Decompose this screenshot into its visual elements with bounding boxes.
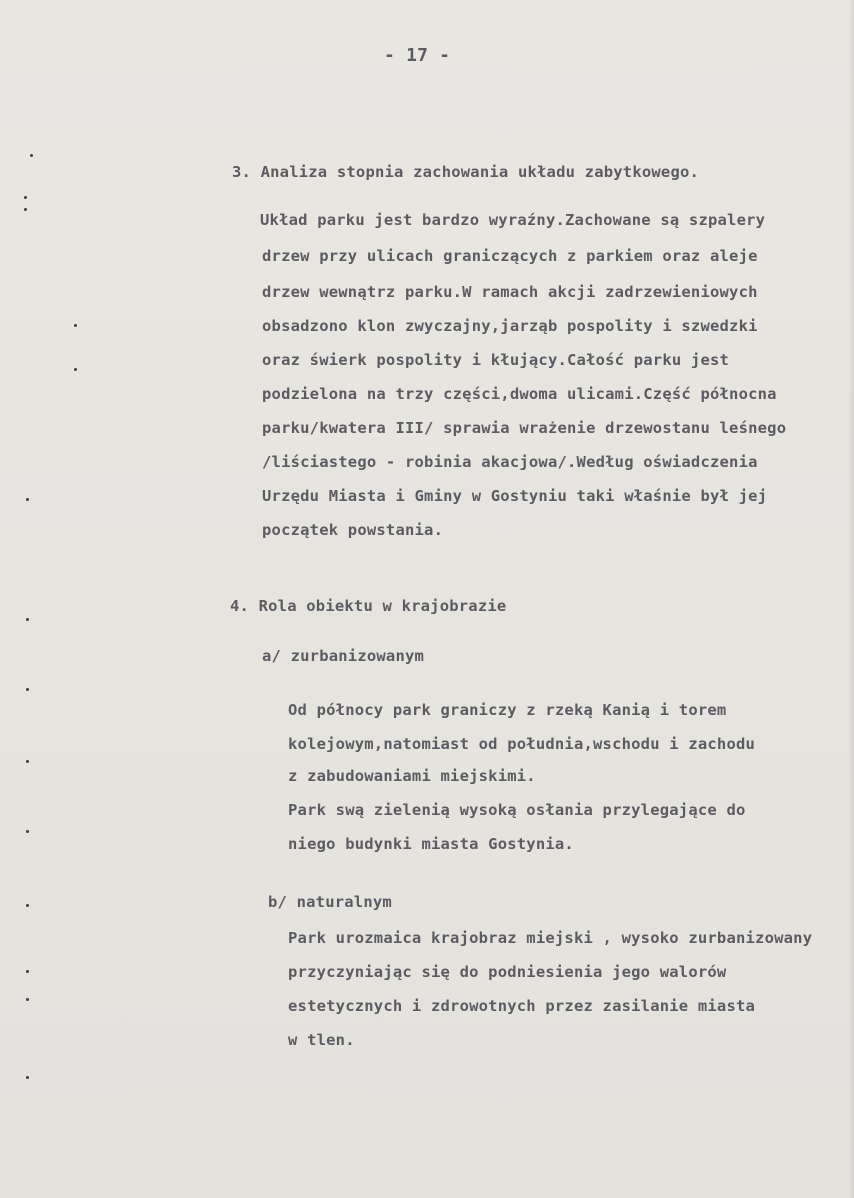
paragraph-line: Od północy park graniczy z rzeką Kanią i torem bbox=[288, 701, 727, 719]
paragraph-line: parku/kwatera III/ sprawia wrażenie drzewostanu leśnego bbox=[262, 419, 787, 437]
margin-mark bbox=[26, 970, 29, 973]
paragraph-line: przyczyniając się do podniesienia jego walorów bbox=[288, 963, 727, 981]
subsection-a-label: a/ zurbanizowanym bbox=[262, 647, 425, 665]
margin-mark bbox=[24, 196, 27, 199]
paragraph-line: drzew wewnątrz parku.W ramach akcji zadrzewieniowych bbox=[262, 283, 758, 301]
section-3-heading: 3. Analiza stopnia zachowania układu zabytkowego. bbox=[232, 163, 700, 181]
margin-mark bbox=[24, 208, 27, 211]
paragraph-line: Urzędu Miasta i Gminy w Gostyniu taki właśnie był jej bbox=[262, 487, 768, 505]
subsection-b-label: b/ naturalnym bbox=[268, 893, 392, 911]
margin-mark bbox=[26, 618, 29, 621]
paragraph-line: z zabudowaniami miejskimi. bbox=[288, 767, 536, 785]
paragraph-line: Park swą zielenią wysoką osłania przylegające do bbox=[288, 801, 746, 819]
section-4-heading: 4. Rola obiektu w krajobrazie bbox=[230, 597, 507, 615]
margin-mark bbox=[26, 688, 29, 691]
margin-mark bbox=[74, 368, 77, 371]
paragraph-line: w tlen. bbox=[288, 1031, 355, 1049]
margin-mark bbox=[30, 154, 33, 157]
paragraph-line: kolejowym,natomiast od południa,wschodu i zachodu bbox=[288, 735, 756, 753]
paragraph-line: początek powstania. bbox=[262, 521, 444, 539]
margin-mark bbox=[26, 830, 29, 833]
paragraph-line: oraz świerk pospolity i kłujący.Całość parku jest bbox=[262, 351, 730, 369]
paragraph-line: estetycznych i zdrowotnych przez zasilanie miasta bbox=[288, 997, 756, 1015]
margin-mark bbox=[26, 998, 29, 1001]
margin-mark bbox=[26, 498, 29, 501]
margin-mark bbox=[74, 324, 77, 327]
paragraph-line: /liściastego - robinia akacjowa/.Według oświadczenia bbox=[262, 453, 758, 471]
paragraph-line: Park urozmaica krajobraz miejski , wysoko zurbanizowany bbox=[288, 929, 813, 947]
margin-mark bbox=[26, 904, 29, 907]
paragraph-line: drzew przy ulicach graniczących z parkiem oraz aleje bbox=[262, 247, 758, 265]
page-number: - 17 - bbox=[384, 45, 451, 66]
paragraph-line: niego budynki miasta Gostynia. bbox=[288, 835, 574, 853]
paragraph-line: obsadzono klon zwyczajny,jarząb pospolity i szwedzki bbox=[262, 317, 758, 335]
margin-mark bbox=[26, 1076, 29, 1079]
paragraph-line: Układ parku jest bardzo wyraźny.Zachowane są szpalery bbox=[260, 211, 766, 229]
paragraph-line: podzielona na trzy części,dwoma ulicami.Część północna bbox=[262, 385, 777, 403]
margin-mark bbox=[26, 760, 29, 763]
page-edge-shadow bbox=[848, 0, 854, 1198]
